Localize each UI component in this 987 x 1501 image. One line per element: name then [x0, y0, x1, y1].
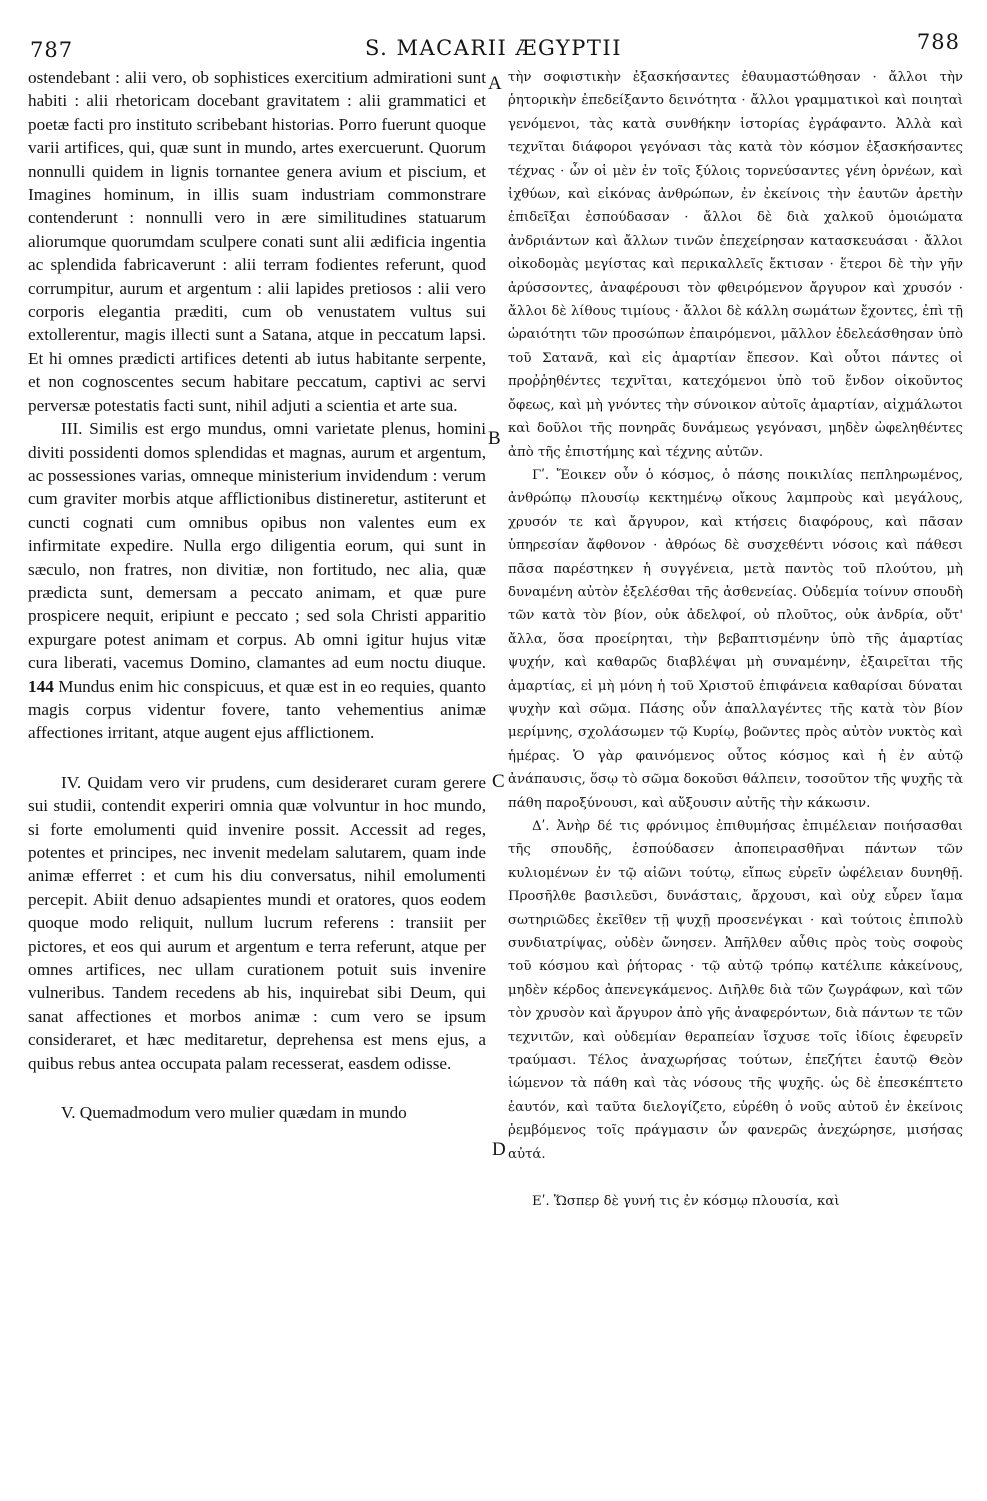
paragraph-spacer: [28, 1075, 486, 1101]
latin-column: [28, 66, 486, 1124]
greek-paragraph: Δʹ. Ἀνὴρ δέ τις φρόνιμος ἐπιθυμήσας ἐπιμέλειαν ποιήσασθαι τῆς σπουδῆς, ἐσπούδασεν ἀποπειρασθῆναι πάντων τῶν κυλιομένων ἐν τῷ αἰῶνι τούτῳ, εἴπως εὑρεῖν ὠφέλειαν δυνηθῇ. Προσῆλθε βασιλεῦσι, δυνάσταις, ἄρχουσι, καὶ οὐχ εὗρεν ἴαμα σωτηριῶδες ἐκεῖθεν τῇ ψυχῇ προσενέγκαι · καὶ τούτοις ἐπιπολὺ συνδιατρίψας, οὐδὲν ὤνησεν. Ἀπῆλθεν αὖθις πρὸς τοὺς σοφοὺς τοῦ κόσμου καὶ ῥήτορας · τῷ αὐτῷ τρόπῳ κατέλιπε κἀκείνους, μηδὲν κέρδος ἀπενεγκάμενος. Διῆλθε διὰ τῶν ζωγράφων, καὶ τῶν τὸν χρυσὸν καὶ ἄργυρον ἀπὸ γῆς ἀναφερόντων, διὰ πάντων τε τῶν τεχνιτῶν, καὶ οὐδεμίαν θεραπείαν ἴσχυσε τοῖς ἰδίοις ἐφευρεῖν τραύμασι. Τέλος ἀναχωρήσας τούτων, ἐπεζήτει ἑαυτῷ Θεὸν ἰώμενον τὰ πάθη καὶ τὰς νόσους τῆς ψυχῆς. ὡς δὲ ἐπεσκέπτετο ἑαυτόν, καὶ ταῦτα διελογίζετο, εὑρέθη ὁ νοῦς αὐτοῦ ἐν ἐκείνοις ῥεμβόμενος τοῖς πράγμασιν ὧν φανερῶς ἀνεχώρησε, μισήσας αὐτά.: [508, 819, 963, 1162]
column-number: 144: [28, 676, 54, 696]
latin-paragraph: ostendebant : alii vero, ob sophistices exercitium admirationi sunt habiti : alii rhetoricam docebant gravitatem : alii grammatici et poetæ facti pro instituto scribebant historias. Porro fuerunt quoque varii artifices, qui, quæ sunt in mundo, artes exercuerunt. Quorum nonnulli quidem in lignis tornantee genera avium et piscium, et Imagines hominum, in illis suam industriam commonstrare contenderunt : nonnulli vero in ære similitudines statuarum aliorumque quorumdam sculpere conati sunt alii ædificia ingentia ac splendida fabricaverunt : alii terram fodientes referunt, quod corrumpitur, aurum et argentum : alii lapides pretiosos : alii vero corporis elegantia præditi, cum ob venustatem vultus sui extollerentur, magis illecti sunt a Satana, atque in peccatum lapsi. Et hi omnes prædicti artifices detenti ab iutus habitante serpente, et non cognoscentes secum habitare peccatum, captivi ac servi perversæ potestatis facti sunt, nihil adjuti a scientia et arte sua.: [28, 68, 486, 415]
page-number-right: 788: [916, 30, 960, 54]
greek-paragraph: τὴν σοφιστικὴν ἐξασκήσαντες ἐθαυμαστώθησαν · ἄλλοι τὴν ῥητορικὴν ἐπεδείξαντο δεινότητα · ἄλλοι γραμματικοὶ καὶ ποιηταὶ γενόμενοι, τὰς κατὰ συνθήκην ἱστορίας ἐγράφαντο. Ἀλλὰ καὶ τεχνῖται διάφοροι γεγόνασι τὰς κατὰ τὸν κόσμον ἐξασκήσαντες τέχνας · ὧν οἱ μὲν ἐν τοῖς ξύλοις τορνεύσαντες γένη ὀρνέων, καὶ ἰχθύων, καὶ εἰκόνας ἀνθρώπων, ἐν ἐκείνοις τὴν ἑαυτῶν ἀρετὴν ἐπιδεῖξαι ἐσπούδασαν · ἄλλοι δὲ διὰ χαλκοῦ ὁμοιώματα ἀνδριάντων καὶ ἄλλων τινῶν ἐπεχείρησαν κατασκευάσαι · ἄλλοι οἰκοδομὰς μεγίστας καὶ περικαλλεῖς ἔκτισαν · ἕτεροι δὲ τὴν γῆν ἀρύσσοντες, ἀναφέρουσι τὸν φθειρόμενον ἄργυρον καὶ χρυσόν · ἄλλοι δὲ λίθους τιμίους · ἄλλοι δὲ κάλλη σωμάτων ἔχοντες, ἐπὶ τῇ ὡραιότητι τῶν προσώπων ἐπαιρόμενοι, μᾶλλον ἐδελεάσθησαν ὑπὸ τοῦ Σατανᾶ, καὶ εἰς ἁμαρτίαν ἔπεσον. Καὶ οὗτοι πάντες οἱ προῤῥηθέντες τεχνῖται, κατεχόμενοι ὑπὸ τοῦ ἔνδον οἰκοῦντος ὄφεως, καὶ μὴ γνόντες τὴν σύνοικον αὐτοῖς ἁμαρτίαν, αἰχμάλωτοι καὶ δοῦλοι τῆς πονηρᾶς δυνάμεως γεγόνασι, μηδὲν ὠφεληθέντες ἀπὸ τῆς ἐπιστήμης καὶ τέχνης αὐτῶν.: [508, 70, 963, 460]
margin-letter-d: D: [492, 1139, 506, 1160]
margin-letter-c: C: [492, 771, 505, 792]
margin-letter-a: A: [488, 73, 502, 94]
page-header: [0, 26, 987, 66]
greek-paragraph: Γʹ. Ἔοικεν οὖν ὁ κόσμος, ὁ πάσης ποικιλίας πεπληρωμένος, ἀνθρώπῳ πλουσίῳ κεκτημένῳ οἴκους λαμπροὺς καὶ μεγάλους, χρυσόν τε καὶ ἄργυρον, καὶ κτήσεις διαφόρους, καὶ πᾶσαν ὑπηρεσίαν ἄφθονον · ἀθρόως δὲ συσχεθέντι νόσοις καὶ πάθεσι πᾶσα παρέστηκεν ἡ συγγένεια, μετὰ παντὸς τοῦ πλούτου, μὴ δυναμένη αὐτὸν ἐξελέσθαι τῆς ἀσθενείας. Οὐδεμία τοίνυν σπουδὴ τῶν κατὰ τὸν βίον, οὐκ ἀδελφοί, οὐ πλοῦτος, οὐκ ἀνδρία, οὔτ' ἄλλα, ὅσα προείρηται, τὴν βεβαπτισμένην ὑπὸ τῆς ἁμαρτίας ψυχήν, καὶ καθαρῶς διαβλέψαι μὴ συναμένην, ἐξαιρεῖται τῆς ἁμαρτίας, εἰ μὴ μόνη ἡ τοῦ Χριστοῦ ἐπιφάνεια καθαρίσαι δύναται ψυχὴν καὶ σῶμα. Πάσης οὖν ἀπαλλαγέντες τῆς κατὰ τὸν βίον μερίμνης, σχολάσωμεν τῷ Κυρίῳ, βοῶντες πρὸς αὐτὸν νυκτὸς καὶ ἡμέρας. Ὁ γὰρ φαινόμενος οὗτος κόσμος καὶ ἡ ἐν αὐτῷ ἀνάπαυσις, ὅσῳ τὸ σῶμα δοκοῦσι θάλπειν, τοσοῦτον τῆς ψυχῆς τὰ πάθη παροξύνουσι, καὶ αὔξουσιν αὐτῆς τὴν κάκωσιν.: [508, 467, 963, 811]
paragraph-spacer: [28, 745, 486, 771]
latin-paragraph-text: Mundus enim hic conspicuus, et quæ est in eo requies, quanto magis corpus videntur fovere, tanto vehementius animæ affectiones irritant, atque augent ejus afflictionem.: [28, 676, 487, 743]
greek-column: [508, 66, 963, 1214]
margin-letter-b: B: [488, 428, 501, 449]
latin-paragraph: [28, 417, 486, 745]
running-title: S. MACARII ÆGYPTII: [365, 36, 622, 60]
paragraph-spacer: [508, 1166, 963, 1190]
greek-paragraph: Εʹ. Ὥσπερ δὲ γυνή τις ἐν κόσμῳ πλουσία, καὶ: [532, 1194, 840, 1210]
page-number-left: 787: [30, 38, 74, 62]
latin-paragraph-text: III. Similis est ergo mundus, omni varietate plenus, homini diviti possidenti domos splendidas et magnas, aurum et argentum, ac possessiones varias, omneque ministerium invidendum : verum cum graviter morbis atque afflictionibus distineretur, astiterunt et cuncti cognati cum omnibus opibus non valentes eum ex infirmitate expedire. Nulla ergo diligentia eorum, qui sunt in sæculo, non fratres, non divitiæ, non fortitudo, nec alia, quæ prædicta sunt, demersam a peccato animam, et quæ pure prospicere nequit, eripiunt e peccato ; sed sola Christi apparitio expurgare potest animam et corpus. Ab omni igitur hujus vitæ cura liberati, vacemus Domino, clamantes ad eum noctu diuque.: [28, 419, 486, 673]
latin-paragraph: V. Quemadmodum vero mulier quædam in mundo: [61, 1103, 407, 1123]
latin-paragraph: IV. Quidam vero vir prudens, cum desideraret curam gerere sui studii, contendit experiri omnia quæ volvuntur in hoc mundo, si forte emolumenti quid invenire possit. Accessit ad reges, potentes et principes, nec invenit medelam salutarem, quam inde animæ efferret : et cum his diu conversatus, nihil emolumenti percepit. Abiit denuo adsapientes mundi et oratores, quos eodem quoque modo reliquit, nullum lucrum referens : transiit per pictores, et eos qui aurum et argentum e terra referunt, atque per omnes artifices, nec ullam curationem potuit suis invenire vulneribus. Tandem recedens ab his, inquirebat sibi Deum, qui sanat affectiones et morbos animæ : cum vero se ipsum consideraret, et hæc meditaretur, deprehensa est mens ejus, a quibus rebus antea occupata palam recesserat, easdem odisse.: [28, 772, 486, 1073]
